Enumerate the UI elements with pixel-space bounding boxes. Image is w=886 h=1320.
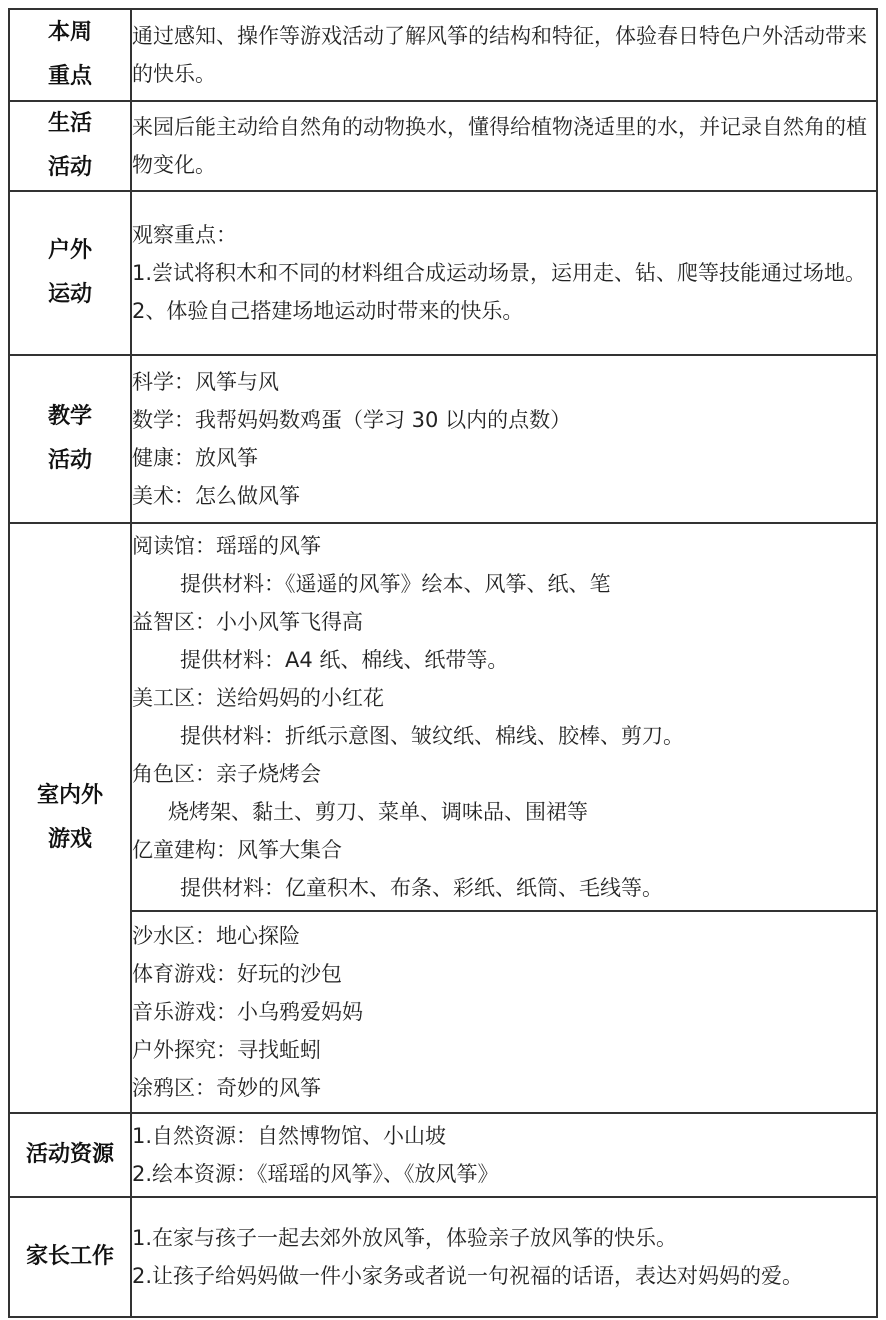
area-reading: 阅读馆：瑶瑶的风筝 <box>132 534 321 558</box>
row-activity-resources <box>9 1113 877 1197</box>
content-indoor-games <box>131 523 877 911</box>
game-music: 音乐游戏：小乌鸦爱妈妈 <box>132 1000 363 1024</box>
label-weekly-focus <box>9 9 131 101</box>
game-graffiti: 涂鸦区：奇妙的风筝 <box>132 1076 321 1100</box>
row-indoor-games <box>9 523 877 911</box>
materials-construction: 提供材料：亿童积木、布条、彩纸、纸筒、毛线等。 <box>180 876 663 900</box>
outdoor-item-1: 1.尝试将积木和不同的材料组合成运动场景，运用走、钻、爬等技能通过场地。 <box>132 261 867 285</box>
label-line: 重点 <box>47 64 92 89</box>
label-parent-work: 家长工作 <box>9 1197 131 1317</box>
area-puzzle: 益智区：小小风筝飞得高 <box>132 610 363 634</box>
materials-role: 烧烤架、黏土、剪刀、菜单、调味品、围裙等 <box>168 800 588 824</box>
label-outdoor-exercise <box>9 191 131 355</box>
content-parent-work <box>131 1197 877 1317</box>
label-line: 活动 <box>47 448 92 473</box>
area-art: 美工区：送给妈妈的小红花 <box>132 686 384 710</box>
row-outdoor-games <box>9 911 877 1113</box>
parent-item-1: 1.在家与孩子一起去郊外放风筝，体验亲子放风筝的快乐。 <box>132 1226 678 1250</box>
area-role: 角色区：亲子烧烤会 <box>132 762 321 786</box>
weekly-plan-table <box>8 8 878 1318</box>
outdoor-heading: 观察重点： <box>132 223 237 247</box>
label-activity-resources: 活动资源 <box>9 1113 131 1197</box>
label-teaching-activity <box>9 355 131 523</box>
game-sand-water: 沙水区：地心探险 <box>132 924 300 948</box>
content-outdoor-exercise <box>131 191 877 355</box>
resource-nature: 1.自然资源：自然博物馆、小山坡 <box>132 1124 447 1148</box>
content-life-activity <box>131 101 877 191</box>
teaching-science: 科学：风筝与风 <box>132 370 279 394</box>
label-line: 运动 <box>47 282 92 307</box>
label-line: 教学 <box>47 404 92 429</box>
row-teaching-activity <box>9 355 877 523</box>
label-line: 本周 <box>47 20 92 45</box>
teaching-art: 美术：怎么做风筝 <box>132 484 300 508</box>
content-outdoor-games <box>131 911 877 1113</box>
outdoor-item-2: 2、体验自己搭建场地运动时带来的快乐。 <box>132 299 524 323</box>
game-sports: 体育游戏：好玩的沙包 <box>132 962 342 986</box>
parent-item-2: 2.让孩子给妈妈做一件小家务或者说一句祝福的话语，表达对妈妈的爱。 <box>132 1264 804 1288</box>
content-weekly-focus <box>131 9 877 101</box>
row-life-activity <box>9 101 877 191</box>
content-teaching-activity <box>131 355 877 523</box>
content-activity-resources <box>131 1113 877 1197</box>
label-line: 活动 <box>47 155 92 180</box>
label-life-activity <box>9 101 131 191</box>
game-explore: 户外探究：寻找蚯蚓 <box>132 1038 321 1062</box>
resource-books: 2.绘本资源：《瑶瑶的风筝》、《放风筝》 <box>132 1162 499 1186</box>
teaching-math: 数学：我帮妈妈数鸡蛋（学习 30 以内的点数） <box>132 408 572 432</box>
materials-puzzle: 提供材料：A4 纸、棉线、纸带等。 <box>180 648 509 672</box>
label-games <box>9 523 131 1113</box>
label-line: 室内外 <box>36 783 103 808</box>
label-line: 生活 <box>47 111 92 136</box>
label-line: 户外 <box>47 238 92 263</box>
focus-text: 通过感知、操作等游戏活动了解风筝的结构和特征，体验春日特色户外活动带来的快乐。 <box>132 24 867 86</box>
area-construction: 亿童建构：风筝大集合 <box>132 838 342 862</box>
row-parent-work <box>9 1197 877 1317</box>
life-text: 来园后能主动给自然角的动物换水，懂得给植物浇适里的水，并记录自然角的植物变化。 <box>132 115 867 177</box>
materials-art: 提供材料：折纸示意图、皱纹纸、棉线、胶棒、剪刀。 <box>180 724 684 748</box>
row-weekly-focus <box>9 9 877 101</box>
teaching-health: 健康：放风筝 <box>132 446 258 470</box>
row-outdoor-exercise <box>9 191 877 355</box>
materials-reading: 提供材料：《遥遥的风筝》绘本、风筝、纸、笔 <box>180 572 611 596</box>
label-line: 游戏 <box>47 827 92 852</box>
